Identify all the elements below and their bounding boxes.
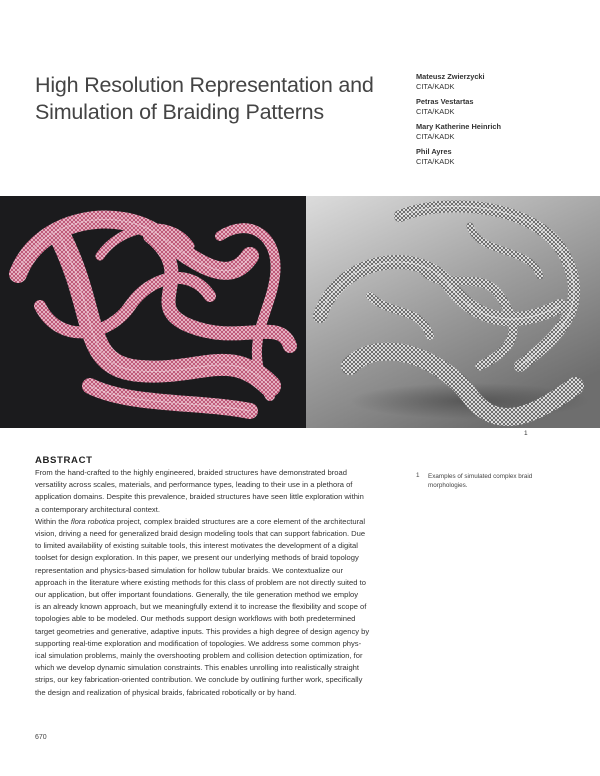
abstract-line: representation and physics-based simulation for hollow tubular braids. We contextualize our bbox=[35, 565, 343, 575]
abstract-line: the design and realization of physical braids, fabricated robotically or by hand. bbox=[35, 687, 297, 697]
author-affiliation: CITA/KADK bbox=[416, 131, 455, 141]
abstract-line: From the hand-crafted to the highly engineered, braided structures have demonstrated broad bbox=[35, 468, 347, 477]
author-affiliation: CITA/KADK bbox=[416, 81, 455, 91]
abstract-line: supporting real-time exploration and modification of topologies. We address some common phys- bbox=[35, 638, 362, 648]
abstract-line: target geometries and generative, adaptive inputs. This provides a high degree of design agency by bbox=[35, 626, 370, 636]
abstract-line: strips, our key fabrication-oriented contribution. We conclude by outlining further work, specifically bbox=[35, 675, 363, 685]
abstract-p2-suffix: project, complex braided structures are a core element of the architectural bbox=[114, 516, 366, 526]
caption-text: Examples of simulated complex braid morphologies. bbox=[428, 473, 533, 489]
abstract-heading: ABSTRACT bbox=[35, 455, 93, 466]
braid-figure-image bbox=[0, 196, 600, 428]
abstract-line: which we develop dynamic simulation constraints. This enables unrolling into realistically straight bbox=[35, 663, 360, 673]
abstract-p2-prefix: Within the bbox=[35, 516, 71, 526]
abstract-line: application domains. Despite this prevalence, braided structures have seen little exploration within bbox=[35, 492, 364, 502]
paper-title-line-2: Simulation of Braiding Patterns bbox=[35, 100, 324, 124]
author-name: Mateusz Zwierzycki bbox=[416, 72, 485, 81]
abstract-line: topologies able to be modeled. Our methods support design workflows with both predetermined bbox=[35, 614, 356, 624]
abstract-body bbox=[35, 467, 405, 699]
author-name: Phil Ayres bbox=[416, 147, 452, 156]
abstract-line: to limited availability of existing suitable tools, this interest motivates the development of a digital bbox=[35, 541, 358, 551]
abstract-line: toolset for design exploration. In this paper, we present our underlying methods of braid topology bbox=[35, 553, 359, 563]
author-block bbox=[416, 147, 586, 166]
braid-figure bbox=[0, 196, 600, 428]
abstract-line: ical simulation problems, mainly the overshooting problem and collision detection optimization, for bbox=[35, 651, 363, 661]
abstract-line: approach in the literature where existing methods for this class of problem are not directly suited to bbox=[35, 577, 366, 587]
abstract-line bbox=[35, 516, 405, 528]
author-block bbox=[416, 97, 586, 116]
project-name: flora robotica bbox=[70, 516, 115, 526]
author-list bbox=[416, 72, 586, 172]
caption-number: 1 bbox=[416, 472, 420, 479]
abstract-line: our application, but offer important foundations. Generally, the tile generation method we employ bbox=[35, 590, 359, 600]
author-affiliation: CITA/KADK bbox=[416, 156, 455, 166]
author-name: Mary Katherine Heinrich bbox=[416, 122, 502, 131]
author-affiliation: CITA/KADK bbox=[416, 106, 455, 116]
author-name: Petras Vestartas bbox=[416, 97, 474, 106]
abstract-line: vision, driving a need for generalized braid design modeling tools that can support fabrication. Due bbox=[35, 529, 366, 539]
author-block bbox=[416, 122, 586, 141]
figure-number: 1 bbox=[524, 430, 528, 437]
paper-title-line-1: High Resolution Representation and bbox=[35, 73, 374, 97]
paper-title bbox=[35, 72, 405, 126]
author-block bbox=[416, 72, 586, 91]
abstract-line: a contemporary architectural context. bbox=[35, 504, 160, 514]
abstract-line: versatility across scales, materials, and performance types, leading to their use in a plethora of bbox=[35, 480, 353, 490]
page-number: 670 bbox=[35, 734, 47, 741]
abstract-line: is an already known approach, but we meaningfully extend it to increase the flexibility and scope of bbox=[35, 602, 367, 612]
